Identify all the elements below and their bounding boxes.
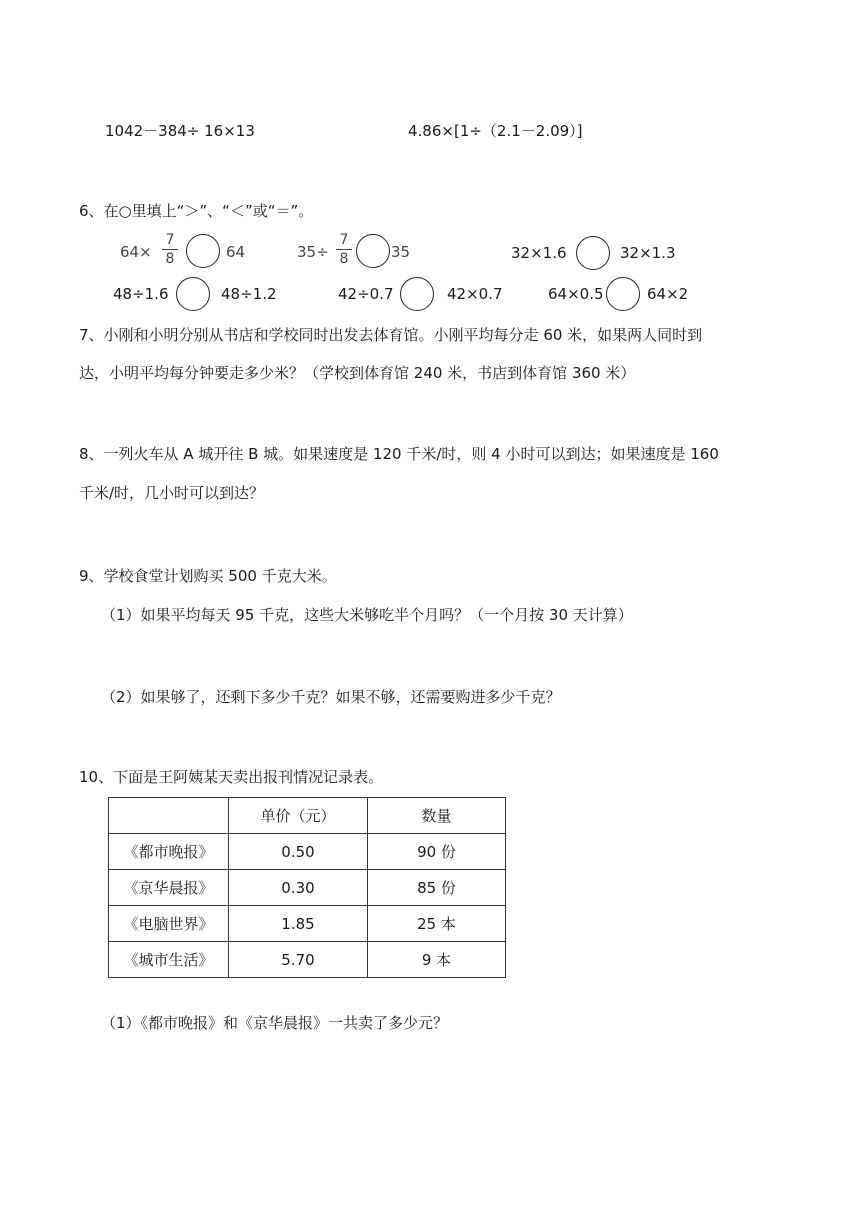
fraction-numerator: 7 (339, 232, 349, 248)
fraction-denominator: 8 (339, 251, 349, 267)
table-cell: 85 份 (368, 870, 506, 906)
q6-title: 6、在○里填上“＞”、“＜”或“＝”。 (79, 202, 314, 220)
table-cell: 1.85 (229, 906, 368, 942)
q6-item1-right: 64 (226, 243, 246, 261)
q7-line-1: 7、小刚和小明分别从书店和学校同时出发去体育馆。小刚平均每分走 60 米，如果两人同时到 (79, 326, 703, 344)
q6-item2-answer-circle[interactable] (356, 234, 390, 268)
q6-item1-left: 64× (120, 243, 152, 261)
table-row (109, 870, 506, 906)
q6-item4-left: 48÷1.6 (113, 285, 169, 303)
table-row (109, 906, 506, 942)
table-header-cell: 单价（元） (229, 798, 368, 834)
calc-expression-1: 1042－384÷ 16×13 (105, 122, 255, 140)
q6-item2-right: 35 (391, 243, 411, 261)
fraction-numerator: 7 (165, 232, 175, 248)
table-cell: 《城市生活》 (109, 942, 229, 978)
table-header-row (109, 798, 506, 834)
q6-item2-fraction (336, 232, 352, 267)
q6-item5-answer-circle[interactable] (400, 277, 434, 311)
q9-title: 9、学校食堂计划购买 500 千克大米。 (79, 567, 337, 585)
q7-line-2: 达，小明平均每分钟要走多少米？（学校到体育馆 240 米，书店到体育馆 360 米） (79, 364, 636, 382)
q6-item3-left: 32×1.6 (511, 244, 567, 262)
q6-item6-left: 64×0.5 (548, 285, 604, 303)
fraction-bar (162, 249, 178, 250)
table-row (109, 834, 506, 870)
q6-item1-answer-circle[interactable] (186, 234, 220, 268)
q6-item3-answer-circle[interactable] (576, 236, 610, 270)
table-row (109, 942, 506, 978)
table-cell: 0.50 (229, 834, 368, 870)
q6-item3-right: 32×1.3 (620, 244, 676, 262)
table-cell: 25 本 (368, 906, 506, 942)
table-cell: 《都市晚报》 (109, 834, 229, 870)
q10-title: 10、下面是王阿姨某天卖出报刊情况记录表。 (79, 768, 384, 786)
q9-sub-2: （2）如果够了，还剩下多少千克？如果不够，还需要购进多少千克？ (101, 688, 561, 706)
table-header-cell (109, 798, 229, 834)
fraction-denominator: 8 (165, 251, 175, 267)
q8-line-2: 千米/时，几小时可以到达？ (79, 484, 265, 502)
table-cell: 90 份 (368, 834, 506, 870)
table-cell: 《京华晨报》 (109, 870, 229, 906)
fraction-bar (336, 249, 352, 250)
sales-record-table (108, 797, 506, 978)
q9-sub-1: （1）如果平均每天 95 千克，这些大米够吃半个月吗？（一个月按 30 天计算） (101, 606, 633, 624)
q6-item4-right: 48÷1.2 (221, 285, 277, 303)
q6-item2-left: 35÷ (297, 243, 329, 261)
q6-item1-fraction (162, 232, 178, 267)
table-cell: 《电脑世界》 (109, 906, 229, 942)
table-header-cell: 数量 (368, 798, 506, 834)
q10-sub-1: （1）《都市晚报》和《京华晨报》一共卖了多少元？ (101, 1014, 449, 1032)
q6-item6-answer-circle[interactable] (606, 277, 640, 311)
q6-item5-left: 42÷0.7 (338, 285, 394, 303)
table-cell: 0.30 (229, 870, 368, 906)
q6-item5-right: 42×0.7 (447, 285, 503, 303)
q8-line-1: 8、一列火车从 A 城开往 B 城。如果速度是 120 千米/时，则 4 小时可以到达；如果速度是 160 (79, 445, 719, 463)
table-cell: 5.70 (229, 942, 368, 978)
q6-item4-answer-circle[interactable] (176, 277, 210, 311)
calc-expression-2: 4.86×[1÷（2.1－2.09）] (408, 122, 583, 140)
q6-item6-right: 64×2 (647, 285, 689, 303)
table-cell: 9 本 (368, 942, 506, 978)
